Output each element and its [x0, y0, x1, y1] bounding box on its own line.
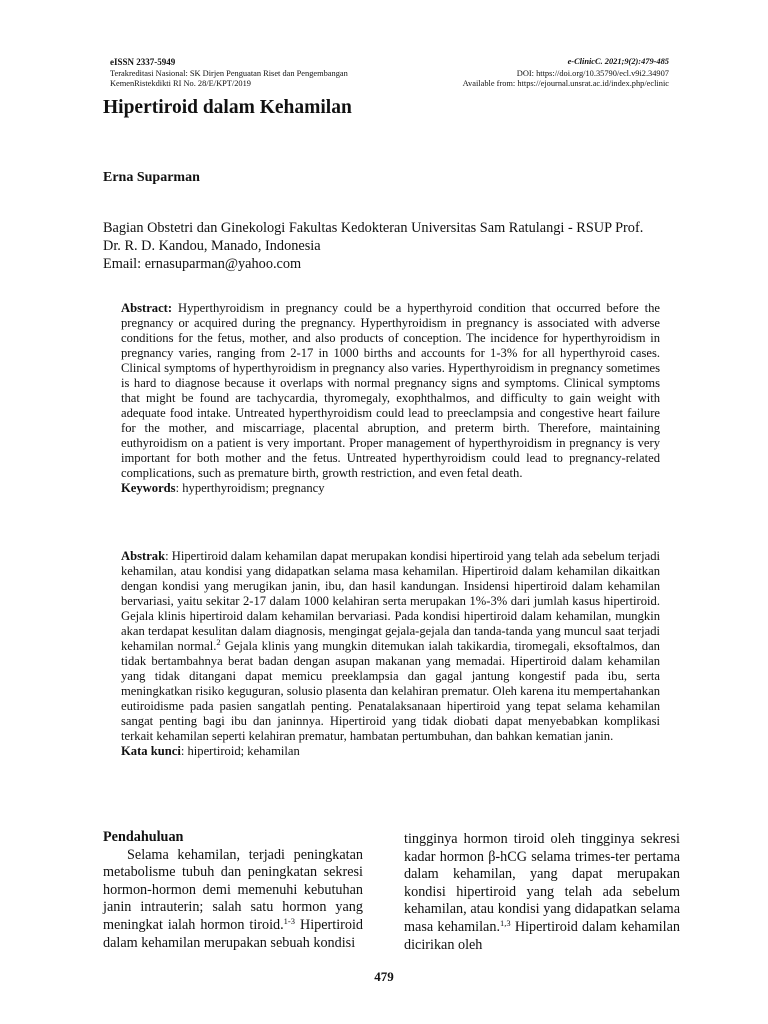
intro-paragraph — [103, 847, 363, 953]
abstract-body: Hyperthyroidism in pregnancy could be a hyperthyroid condition that occurred before the pregnancy or acquired during the pregnancy. Hyperthyroidism in pregnancy is associated with adverse conditions for the fetus, mother, and also products of conception. The incidence for hyperthyroidism in pregnancy varies, ranging from 2-17 in 1000 births and accounts for 1-3% for all hyperthyroid cases. Clinical symptoms of hyperthyroidism in pregnancy also varies. Hyperthyroidism in pregnancy sometimes is hard to diagnose because it overlaps with normal pregnancy signs and symptoms. Clinical symptoms that might be found are tachycardia, thyromegaly, exophthalmos, and difficulty to gain weight with adequate food intake. Untreated hyperthyroidism could lead to preeclampsia and congestive heart failure for the mother, and miscarriage, placental abruption, and preterm birth. Therefore, maintaining euthyroidism on a patient is very important. Proper management of hyperthyroidism in pregnancy is very important for both mother and the fetus. Untreated hyperthyroidism could lead to pregnancy-related complications, such as premature birth, growth restriction, and even fetal death. — [121, 301, 660, 480]
intro-left-text-2: Hipertiroid dalam kehamilan merupakan sebuah kondisi — [103, 916, 363, 951]
citation-superscript: 1,3 — [500, 917, 511, 928]
abstrak-body-2: Gejala klinis yang mungkin ditemukan ialah takikardia, tiromegali, eksoftalmos, dan tidak bertambahnya berat badan dengan asupan makanan yang memadai. Hipertiroid dalam kehamilan yang tidak ditangani dapat memicu preeklampsia dan gagal jantung kongestif pada ibu, serta meningkatkan risiko keguguran, solusio plasenta dan kelahiran prematur. Oleh karena itu mempertahankan eutiroidisme pada pasien sangatlah penting. Penatalaksanaan hipertiroid yang tepat selama kehamilan sangat penting bagi ibu dan janinnya. Hipertiroid yang tidak diobati dapat menyebabkan komplikasi terkait kehamilan seperti kelahiran prematur, hambatan pertumbuhan, dan bahkan kematian janin. — [121, 639, 660, 743]
abstrak-body-1: : Hipertiroid dalam kehamilan dapat merupakan kondisi hipertiroid yang telah ada sebelum terjadi kehamilan, atau kondisi yang didapatkan selama masa kehamilan. Hipertiroid dalam kehamilan dikaitkan dengan kondisi yang merugikan janin, ibu, dan hasil kandungan. Insidensi hipertiroid dalam kehamilan bervariasi, yaitu sekitar 2-17 dalam 1000 kelahiran serta merupakan 1%-3% dari jumlah kasus hipertiroid. Gejala klinis hipertiroid dalam kehamilan bervariasi. Pada kondisi hipertiroid dalam kehamilan, mungkin akan terdapat kesulitan dalam diagnosis, mengingat gejala-gejala dan tanda-tanda yang muncul saat terjadi kehamilan normal. — [121, 549, 660, 653]
kata-kunci-value: : hipertiroid; kehamilan — [180, 744, 300, 758]
abstract-indonesian — [121, 549, 660, 759]
intro-right-text-2: Hipertiroid dalam kehamilan dicirikan oleh — [404, 918, 681, 953]
kata-kunci-label: Kata kunci — [121, 744, 181, 758]
citation-superscript: 2 — [216, 637, 221, 647]
author-name: Erna Suparman — [103, 170, 200, 185]
abstrak-label: Abstrak — [121, 549, 166, 563]
abstract-label: Abstract: — [121, 301, 173, 315]
issn: eISSN 2337-5949 — [110, 57, 176, 67]
accreditation-line-2: KemenRistekdikti RI No. 28/E/KPT/2019 — [110, 79, 251, 88]
keywords-value: : hyperthyroidism; pregnancy — [175, 481, 325, 495]
intro-left-column — [103, 829, 363, 952]
intro-left-text-1: Selama kehamilan, terjadi peningkatan metabolisme tubuh dan peningkatan sekresi hormon-hormon demi memenuhi kebutuhan janin intrauterin; salah satu hormon yang meningkat ialah hormon tiroid. — [103, 846, 363, 933]
author-email[interactable]: Email: ernasuparman@yahoo.com — [103, 256, 302, 272]
keywords-label: Keywords — [121, 481, 176, 495]
available-from-link[interactable]: Available from: https://ejournal.unsrat.ac.id/index.php/eclinic — [462, 79, 669, 88]
intro-paragraph-continued — [404, 831, 680, 954]
paper-title: Hipertiroid dalam Kehamilan — [103, 97, 352, 118]
affiliation-line-1: Bagian Obstetri dan Ginekologi Fakultas Kedokteran Universitas Sam Ratulangi - RSUP Prof. — [103, 220, 644, 236]
citation-superscript: 1-3 — [283, 915, 296, 926]
doi-link[interactable]: DOI: https://doi.org/10.35790/ecl.v9i2.34907 — [516, 69, 669, 78]
intro-right-text-1: tingginya hormon tiroid oleh tingginya sekresi kadar hormon β-hCG selama trimes-ter pertama dalam kehamilan, yang dapat merupakan kondisi hipertiroid yang telah ada sebelum kehamilan, atau kondisi yang didapatkan selama masa kehamilan. — [404, 831, 680, 935]
abstract-english — [121, 301, 660, 496]
affiliation — [103, 219, 693, 273]
abstrak-text — [121, 549, 660, 744]
intro-right-column — [404, 831, 680, 954]
kata-kunci — [121, 744, 660, 759]
page-number: 479 — [374, 969, 394, 984]
accreditation-line-1: Terakreditasi Nasional: SK Dirjen Penguatan Riset dan Pengembangan — [110, 69, 348, 78]
section-heading: Pendahuluan — [103, 829, 184, 845]
keywords — [121, 481, 660, 496]
journal-reference: e-ClinicC. 2021;9(2):479-485 — [567, 57, 669, 66]
affiliation-line-2: Dr. R. D. Kandou, Manado, Indonesia — [103, 238, 321, 254]
abstract-english-text — [121, 301, 660, 481]
